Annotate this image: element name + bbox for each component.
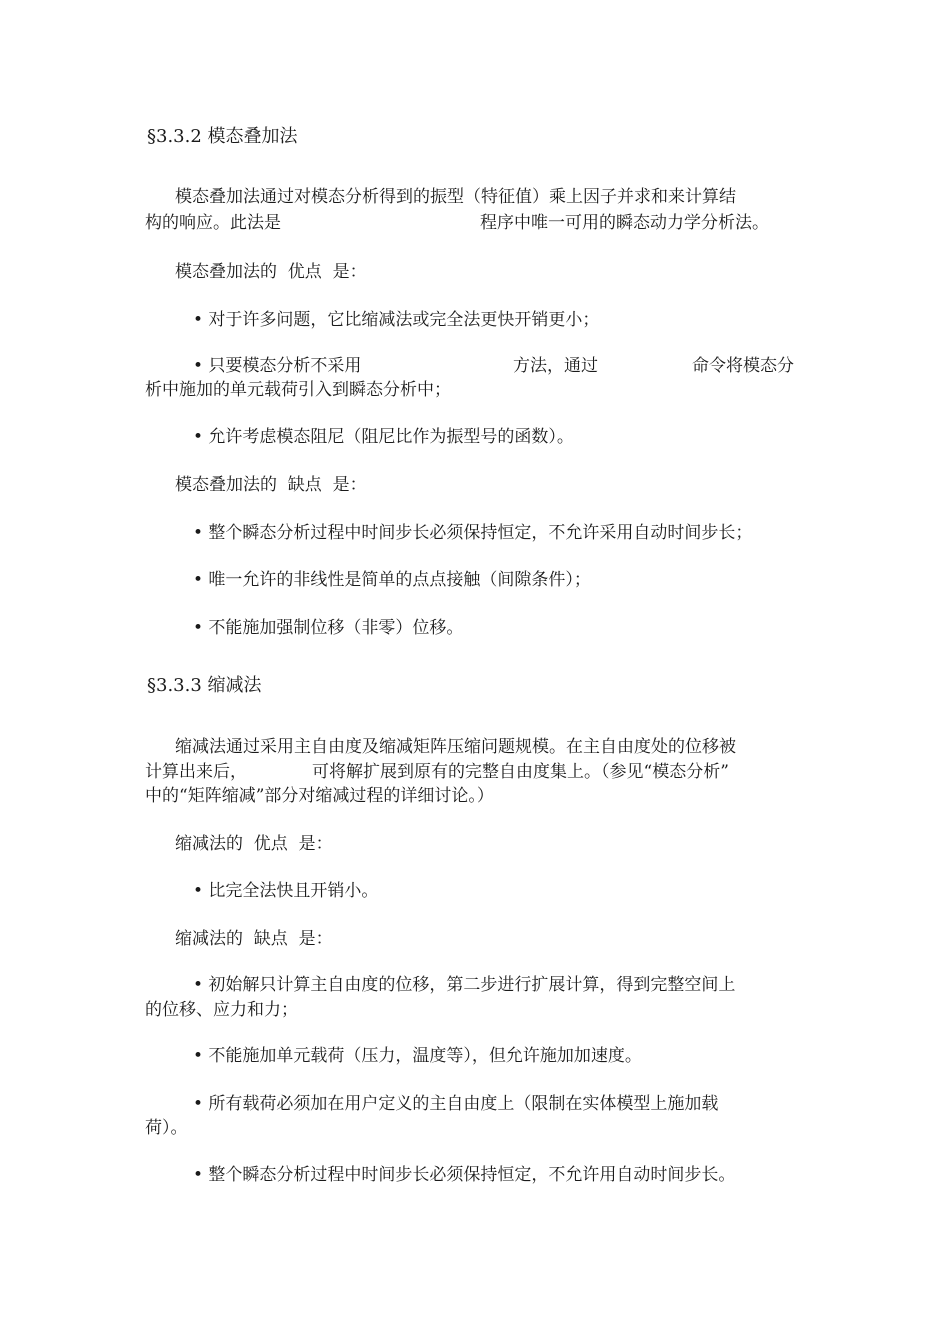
disadvantages-label: 模态叠加法的 缺点 是： — [175, 475, 367, 495]
paragraph-line: 程序中唯一可用的瞬态动力学分析法。 — [480, 213, 769, 233]
list-item: • 允许考虑模态阻尼（阻尼比作为振型号的函数）。 — [193, 427, 574, 447]
disadvantages-label: 缩减法的 缺点 是： — [175, 929, 333, 949]
list-item: • 整个瞬态分析过程中时间步长必须保持恒定，不允许采用自动时间步长； — [193, 523, 753, 543]
list-item: • 唯一允许的非线性是简单的点点接触（间隙条件）； — [193, 570, 591, 590]
paragraph-line: 计算出来后， — [145, 762, 247, 782]
paragraph-line: 模态叠加法通过对模态分析得到的振型（特征值）乘上因子并求和来计算结 — [175, 187, 736, 207]
list-item: • 不能施加单元载荷（压力，温度等），但允许施加加速度。 — [193, 1046, 642, 1066]
list-item-fragment: 命令将模态分 — [692, 356, 794, 376]
list-item: • 不能施加强制位移（非零）位移。 — [193, 618, 464, 638]
advantages-label: 缩减法的 优点 是： — [175, 834, 333, 854]
advantages-label: 模态叠加法的 优点 是： — [175, 262, 367, 282]
list-item: • 初始解只计算主自由度的位移，第二步进行扩展计算，得到完整空间上 — [193, 975, 736, 995]
list-item: • 对于许多问题，它比缩减法或完全法更快开销更小； — [193, 310, 600, 330]
paragraph-line: 缩减法通过采用主自由度及缩减矩阵压缩问题规模。在主自由度处的位移被 — [175, 737, 736, 757]
list-item: • 整个瞬态分析过程中时间步长必须保持恒定，不允许用自动时间步长。 — [193, 1165, 736, 1185]
paragraph-line: 可将解扩展到原有的完整自由度集上。（参见“模态分析” — [312, 762, 729, 782]
list-item: • 所有载荷必须加在用户定义的主自由度上（限制在实体模型上施加载 — [193, 1094, 719, 1114]
section-heading-mode-superposition: §3.3.2 模态叠加法 — [147, 126, 298, 147]
list-item: • 只要模态分析不采用 — [193, 356, 362, 376]
list-item-fragment: 方法，通过 — [513, 356, 598, 376]
list-item-continuation: 荷）。 — [145, 1118, 188, 1138]
paragraph-line: 构的响应。此法是 — [145, 213, 281, 233]
list-item: • 比完全法快且开销小。 — [193, 881, 379, 901]
list-item-continuation: 析中施加的单元载荷引入到瞬态分析中； — [145, 380, 451, 400]
list-item-continuation: 的位移、应力和力； — [145, 1000, 298, 1020]
section-heading-reduced-method: §3.3.3 缩减法 — [147, 675, 262, 696]
paragraph-line: 中的“矩阵缩减”部分对缩减过程的详细讨论。） — [145, 786, 494, 806]
